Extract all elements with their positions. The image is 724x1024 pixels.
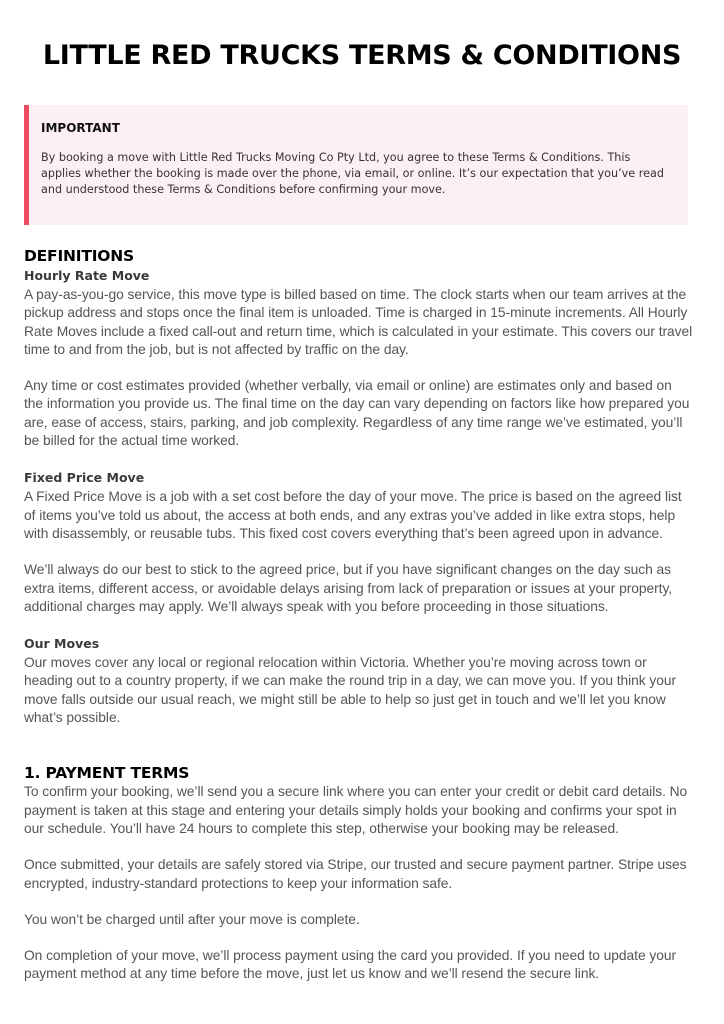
subsection-heading: Hourly Rate Move bbox=[24, 268, 150, 283]
spacer bbox=[24, 616, 694, 634]
paragraph: A Fixed Price Move is a job with a set cost before the day of your move. The price is based on the agreed list of items you’ve told us about, the access at both ends, and any extras you’ve added in like extra stops, help with disassembly, or reusable tubs. This fixed cost covers everything that’s been agreed upon in advance. bbox=[24, 489, 682, 541]
section-definitions bbox=[24, 246, 694, 727]
paragraph: You won’t be charged until after your move is complete. bbox=[24, 911, 360, 927]
section-heading: DEFINITIONS bbox=[24, 247, 135, 265]
spacer bbox=[24, 838, 694, 856]
spacer bbox=[24, 543, 694, 561]
subsection-our-moves bbox=[24, 634, 694, 727]
spacer bbox=[24, 727, 694, 763]
important-callout bbox=[24, 105, 688, 225]
paragraph: Our moves cover any local or regional relocation within Victoria. Whether you’re moving across town or heading out to a country property, if we can make the round trip in a day, we can move you. If you think your move falls outside our usual reach, we might still be able to help so just get in touch and we’ll let you know what’s possible. bbox=[24, 655, 677, 726]
page-title: LITTLE RED TRUCKS TERMS & CONDITIONS bbox=[42, 40, 682, 71]
callout-heading: IMPORTANT bbox=[41, 121, 120, 135]
paragraph: On completion of your move, we’ll process payment using the card you provided. If you need to update your payment method at any time before the move, just let us know and we’ll resend the secure link. bbox=[24, 948, 677, 982]
section-heading: 1. PAYMENT TERMS bbox=[24, 764, 190, 783]
paragraph: A pay-as-you-go service, this move type is billed based on time. The clock starts when our team arrives at the pickup address and stops once the final item is unloaded. Time is charged in 15-minute increments. All Hourly Rate Moves include a fixed call-out and return time, which is calculated in your estimate. This covers our travel time to and from the job, but is not affected by traffic on the day. bbox=[24, 287, 693, 357]
spacer bbox=[24, 359, 694, 377]
spacer bbox=[24, 929, 694, 947]
spacer bbox=[24, 450, 694, 468]
subsection-fixed-price-move bbox=[24, 468, 694, 616]
section-payment-terms bbox=[24, 763, 694, 983]
paragraph: To confirm your booking, we’ll send you a secure link where you can enter your credit or debit card details. No payment is taken at this stage and entering your details simply holds your booking and confirms your spot in our schedule. You’ll have 24 hours to complete this step, otherwise your booking may be released. bbox=[24, 784, 688, 836]
paragraph: Any time or cost estimates provided (whether verbally, via email or online) are estimates only and based on the information you provide us. The final time on the day can vary depending on factors like how prepared you are, ease of access, stairs, parking, and job complexity. Regardless of any time range we’ve estimated, you’ll be billed for the actual time worked. bbox=[24, 378, 690, 449]
spacer bbox=[24, 893, 694, 911]
document-body bbox=[24, 246, 694, 984]
subsection-heading: Fixed Price Move bbox=[24, 470, 145, 486]
subsection-hourly-rate-move bbox=[24, 266, 694, 450]
callout-body: By booking a move with Little Red Trucks Moving Co Pty Ltd, you agree to these Terms & Conditions. This applies whether the booking is made over the phone, via email, or online. It’s our expectation that you’ve read and understood these Terms & Conditions before confirming your move. bbox=[41, 151, 664, 196]
subsection-heading: Our Moves bbox=[24, 636, 100, 652]
paragraph: Once submitted, your details are safely stored via Stripe, our trusted and secure payment partner. Stripe uses encrypted, industry-standard protections to keep your information safe. bbox=[24, 857, 687, 891]
paragraph: We’ll always do our best to stick to the agreed price, but if you have significant changes on the day such as extra items, different access, or avoidable delays arising from lack of preparation or issues at your property, additional charges may apply. We’ll always speak with you before proceeding in those situations. bbox=[24, 562, 673, 614]
